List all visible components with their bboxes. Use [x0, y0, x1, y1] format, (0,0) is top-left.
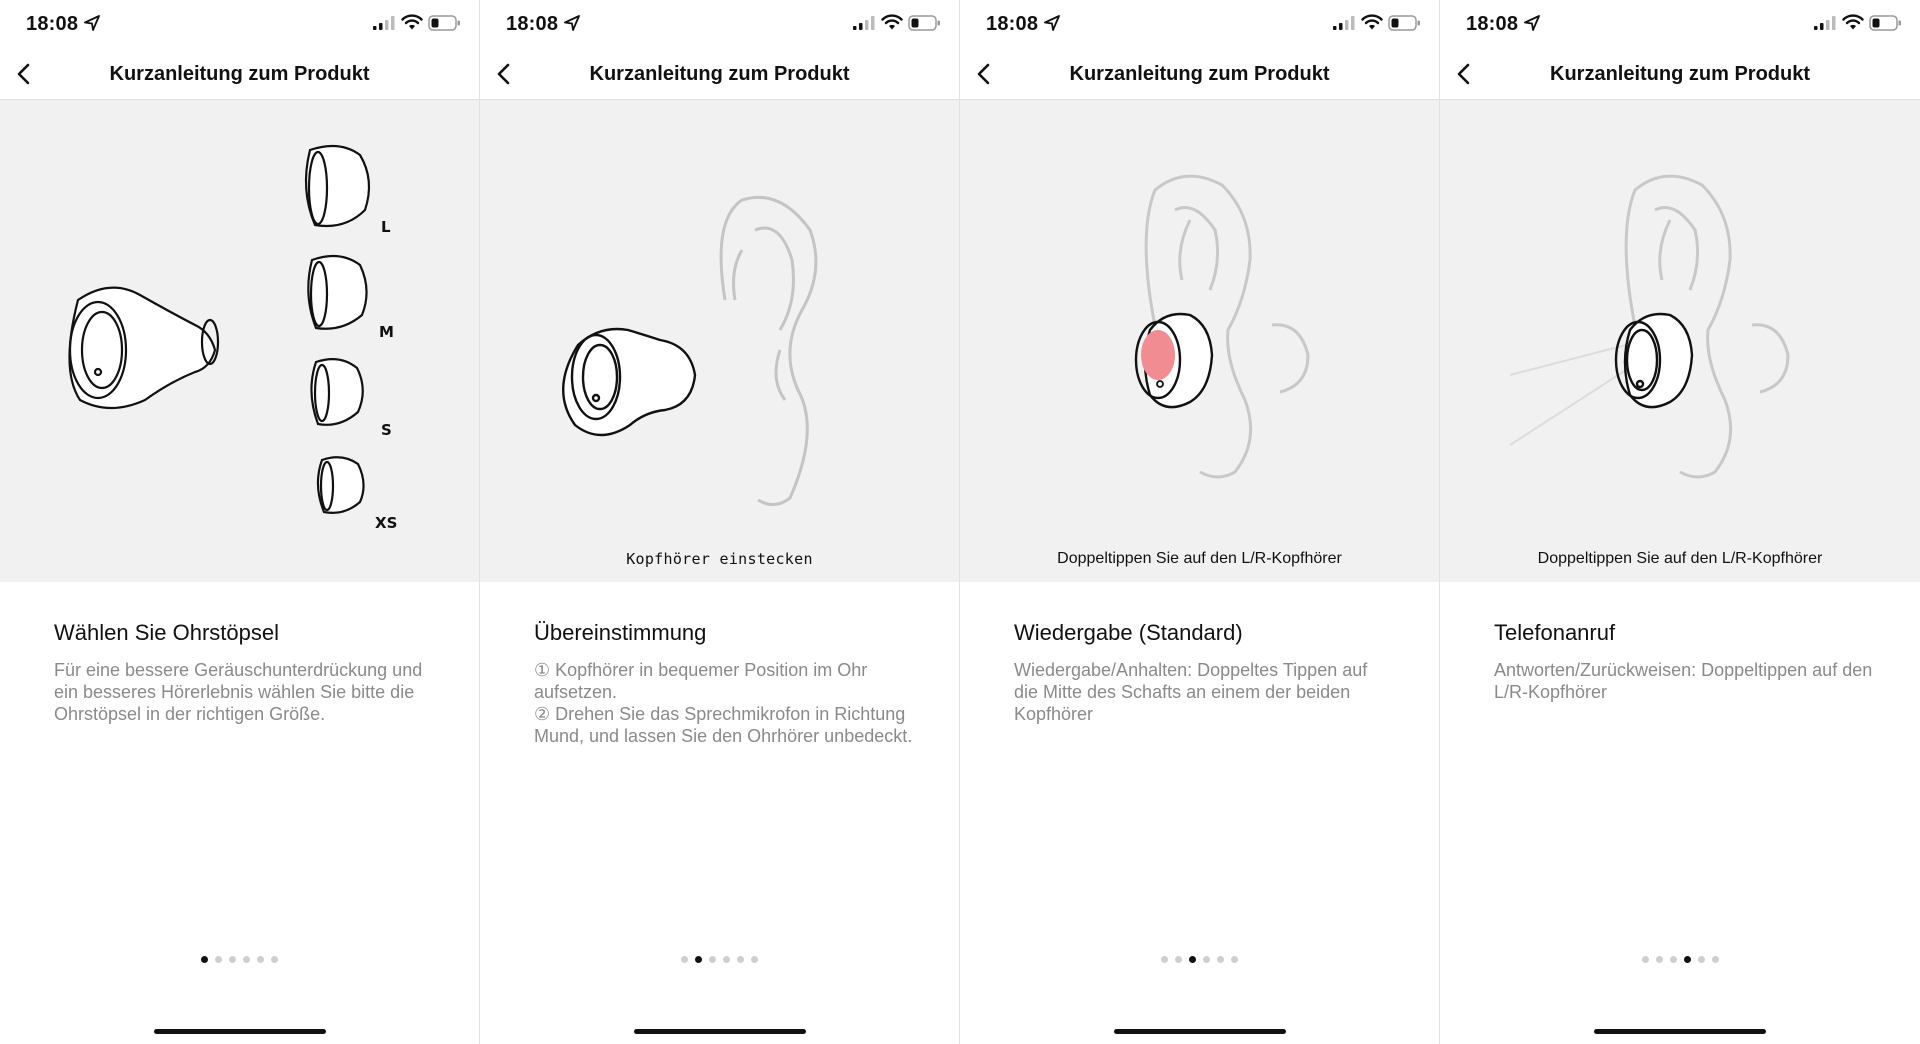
page-indicator[interactable] [1440, 956, 1920, 963]
step-description [1494, 659, 1874, 703]
tap-area-highlight [1141, 330, 1175, 380]
page-dot[interactable] [1712, 956, 1719, 963]
status-bar [0, 0, 479, 48]
illustration-caption: Kopfhörer einstecken [626, 550, 813, 568]
page-title: Kurzanleitung zum Produkt [1069, 63, 1330, 85]
navigation-bar [480, 48, 959, 100]
size-label-m: M [379, 323, 394, 341]
wifi-icon [881, 14, 903, 31]
battery-icon [428, 15, 461, 31]
battery-icon [1388, 15, 1421, 31]
home-indicator[interactable] [634, 1029, 806, 1034]
status-time: 18:08 [506, 13, 559, 35]
eartip-sizes-drawing [0, 100, 480, 582]
screen-choose-eartips [0, 0, 480, 1044]
page-dot[interactable] [243, 956, 250, 963]
wifi-icon [1361, 14, 1383, 31]
wifi-icon [1842, 14, 1864, 31]
page-title: Kurzanleitung zum Produkt [109, 63, 370, 85]
page-dot[interactable] [1175, 956, 1182, 963]
page-dot[interactable] [709, 956, 716, 963]
illustration-caption: Doppeltippen Sie auf den L/R-Kopfhörer [1057, 550, 1342, 567]
step-heading: Wiedergabe (Standard) [1014, 620, 1243, 645]
page-dot[interactable] [1670, 956, 1677, 963]
page-dot[interactable] [1656, 956, 1663, 963]
page-indicator[interactable] [480, 956, 959, 963]
status-bar [1440, 0, 1920, 48]
description-line: ② Drehen Sie das Sprechmikrofon in Richtung Mund, und lassen Sie den Ohrhörer unbedeckt. [534, 704, 913, 746]
home-indicator[interactable] [1114, 1029, 1286, 1034]
page-dot[interactable] [751, 956, 758, 963]
step-description [534, 659, 914, 747]
location-arrow-icon [564, 15, 580, 31]
location-arrow-icon [84, 15, 100, 31]
step-heading: Telefonanruf [1494, 620, 1616, 645]
page-dot[interactable] [723, 956, 730, 963]
size-label-xs: XS [375, 514, 398, 532]
page-dot[interactable] [215, 956, 222, 963]
illustration-caption: Doppeltippen Sie auf den L/R-Kopfhörer [1537, 550, 1823, 567]
status-time: 18:08 [986, 13, 1039, 35]
description-line: Für eine bessere Geräuschunterdrückung und ein besseres Hörerlebnis wählen Sie bitte die Ohrstöpsel in der richtigen Größe. [54, 660, 423, 724]
illustration-insert-earbud [480, 100, 959, 582]
home-indicator[interactable] [154, 1029, 326, 1034]
illustration-double-tap-playback [960, 100, 1439, 582]
cellular-signal-icon [373, 16, 395, 30]
page-dot[interactable] [1684, 956, 1691, 963]
page-dot[interactable] [1642, 956, 1649, 963]
home-indicator[interactable] [1594, 1029, 1766, 1034]
step-description [1014, 659, 1394, 725]
page-indicator[interactable] [960, 956, 1439, 963]
description-line: Antworten/Zurückweisen: Doppeltippen auf den L/R-Kopfhörer [1494, 660, 1873, 702]
battery-icon [1869, 15, 1902, 31]
page-dot[interactable] [695, 956, 702, 963]
description-line: ① Kopfhörer in bequemer Position im Ohr aufsetzen. [534, 660, 868, 702]
status-time: 18:08 [26, 13, 79, 35]
page-title: Kurzanleitung zum Produkt [1550, 63, 1810, 85]
step-description [54, 659, 434, 725]
location-arrow-icon [1044, 15, 1060, 31]
page-dot[interactable] [201, 956, 208, 963]
double-tap-call-drawing [1440, 100, 1920, 582]
page-dot[interactable] [1189, 956, 1196, 963]
status-time: 18:08 [1466, 13, 1519, 35]
cellular-signal-icon [853, 16, 875, 30]
double-tap-playback-drawing [960, 100, 1440, 582]
page-dot[interactable] [229, 956, 236, 963]
battery-icon [908, 15, 941, 31]
illustration-double-tap-call [1440, 100, 1920, 582]
navigation-bar [0, 48, 479, 100]
insert-earbud-drawing [480, 100, 960, 582]
step-heading: Übereinstimmung [534, 620, 707, 645]
screen-playback [960, 0, 1440, 1044]
screen-phone-call [1440, 0, 1920, 1044]
page-dot[interactable] [1217, 956, 1224, 963]
page-dot[interactable] [271, 956, 278, 963]
status-bar [960, 0, 1439, 48]
screen-fit [480, 0, 960, 1044]
page-dot[interactable] [1161, 956, 1168, 963]
page-dot[interactable] [1203, 956, 1210, 963]
size-label-l: L [381, 218, 391, 236]
location-arrow-icon [1524, 15, 1540, 31]
page-dot[interactable] [1231, 956, 1238, 963]
page-indicator[interactable] [0, 956, 479, 963]
wifi-icon [401, 14, 423, 31]
cellular-signal-icon [1814, 16, 1836, 30]
page-dot[interactable] [737, 956, 744, 963]
page-dot[interactable] [1698, 956, 1705, 963]
page-dot[interactable] [681, 956, 688, 963]
step-heading: Wählen Sie Ohrstöpsel [54, 620, 279, 645]
page-title: Kurzanleitung zum Produkt [589, 63, 850, 85]
page-dot[interactable] [257, 956, 264, 963]
status-bar [480, 0, 959, 48]
size-label-s: S [381, 421, 392, 439]
illustration-eartip-sizes [0, 100, 479, 582]
cellular-signal-icon [1333, 16, 1355, 30]
navigation-bar [1440, 48, 1920, 100]
description-line: Wiedergabe/Anhalten: Doppeltes Tippen auf die Mitte des Schafts an einem der beiden Kopfhörer [1014, 660, 1368, 724]
navigation-bar [960, 48, 1439, 100]
